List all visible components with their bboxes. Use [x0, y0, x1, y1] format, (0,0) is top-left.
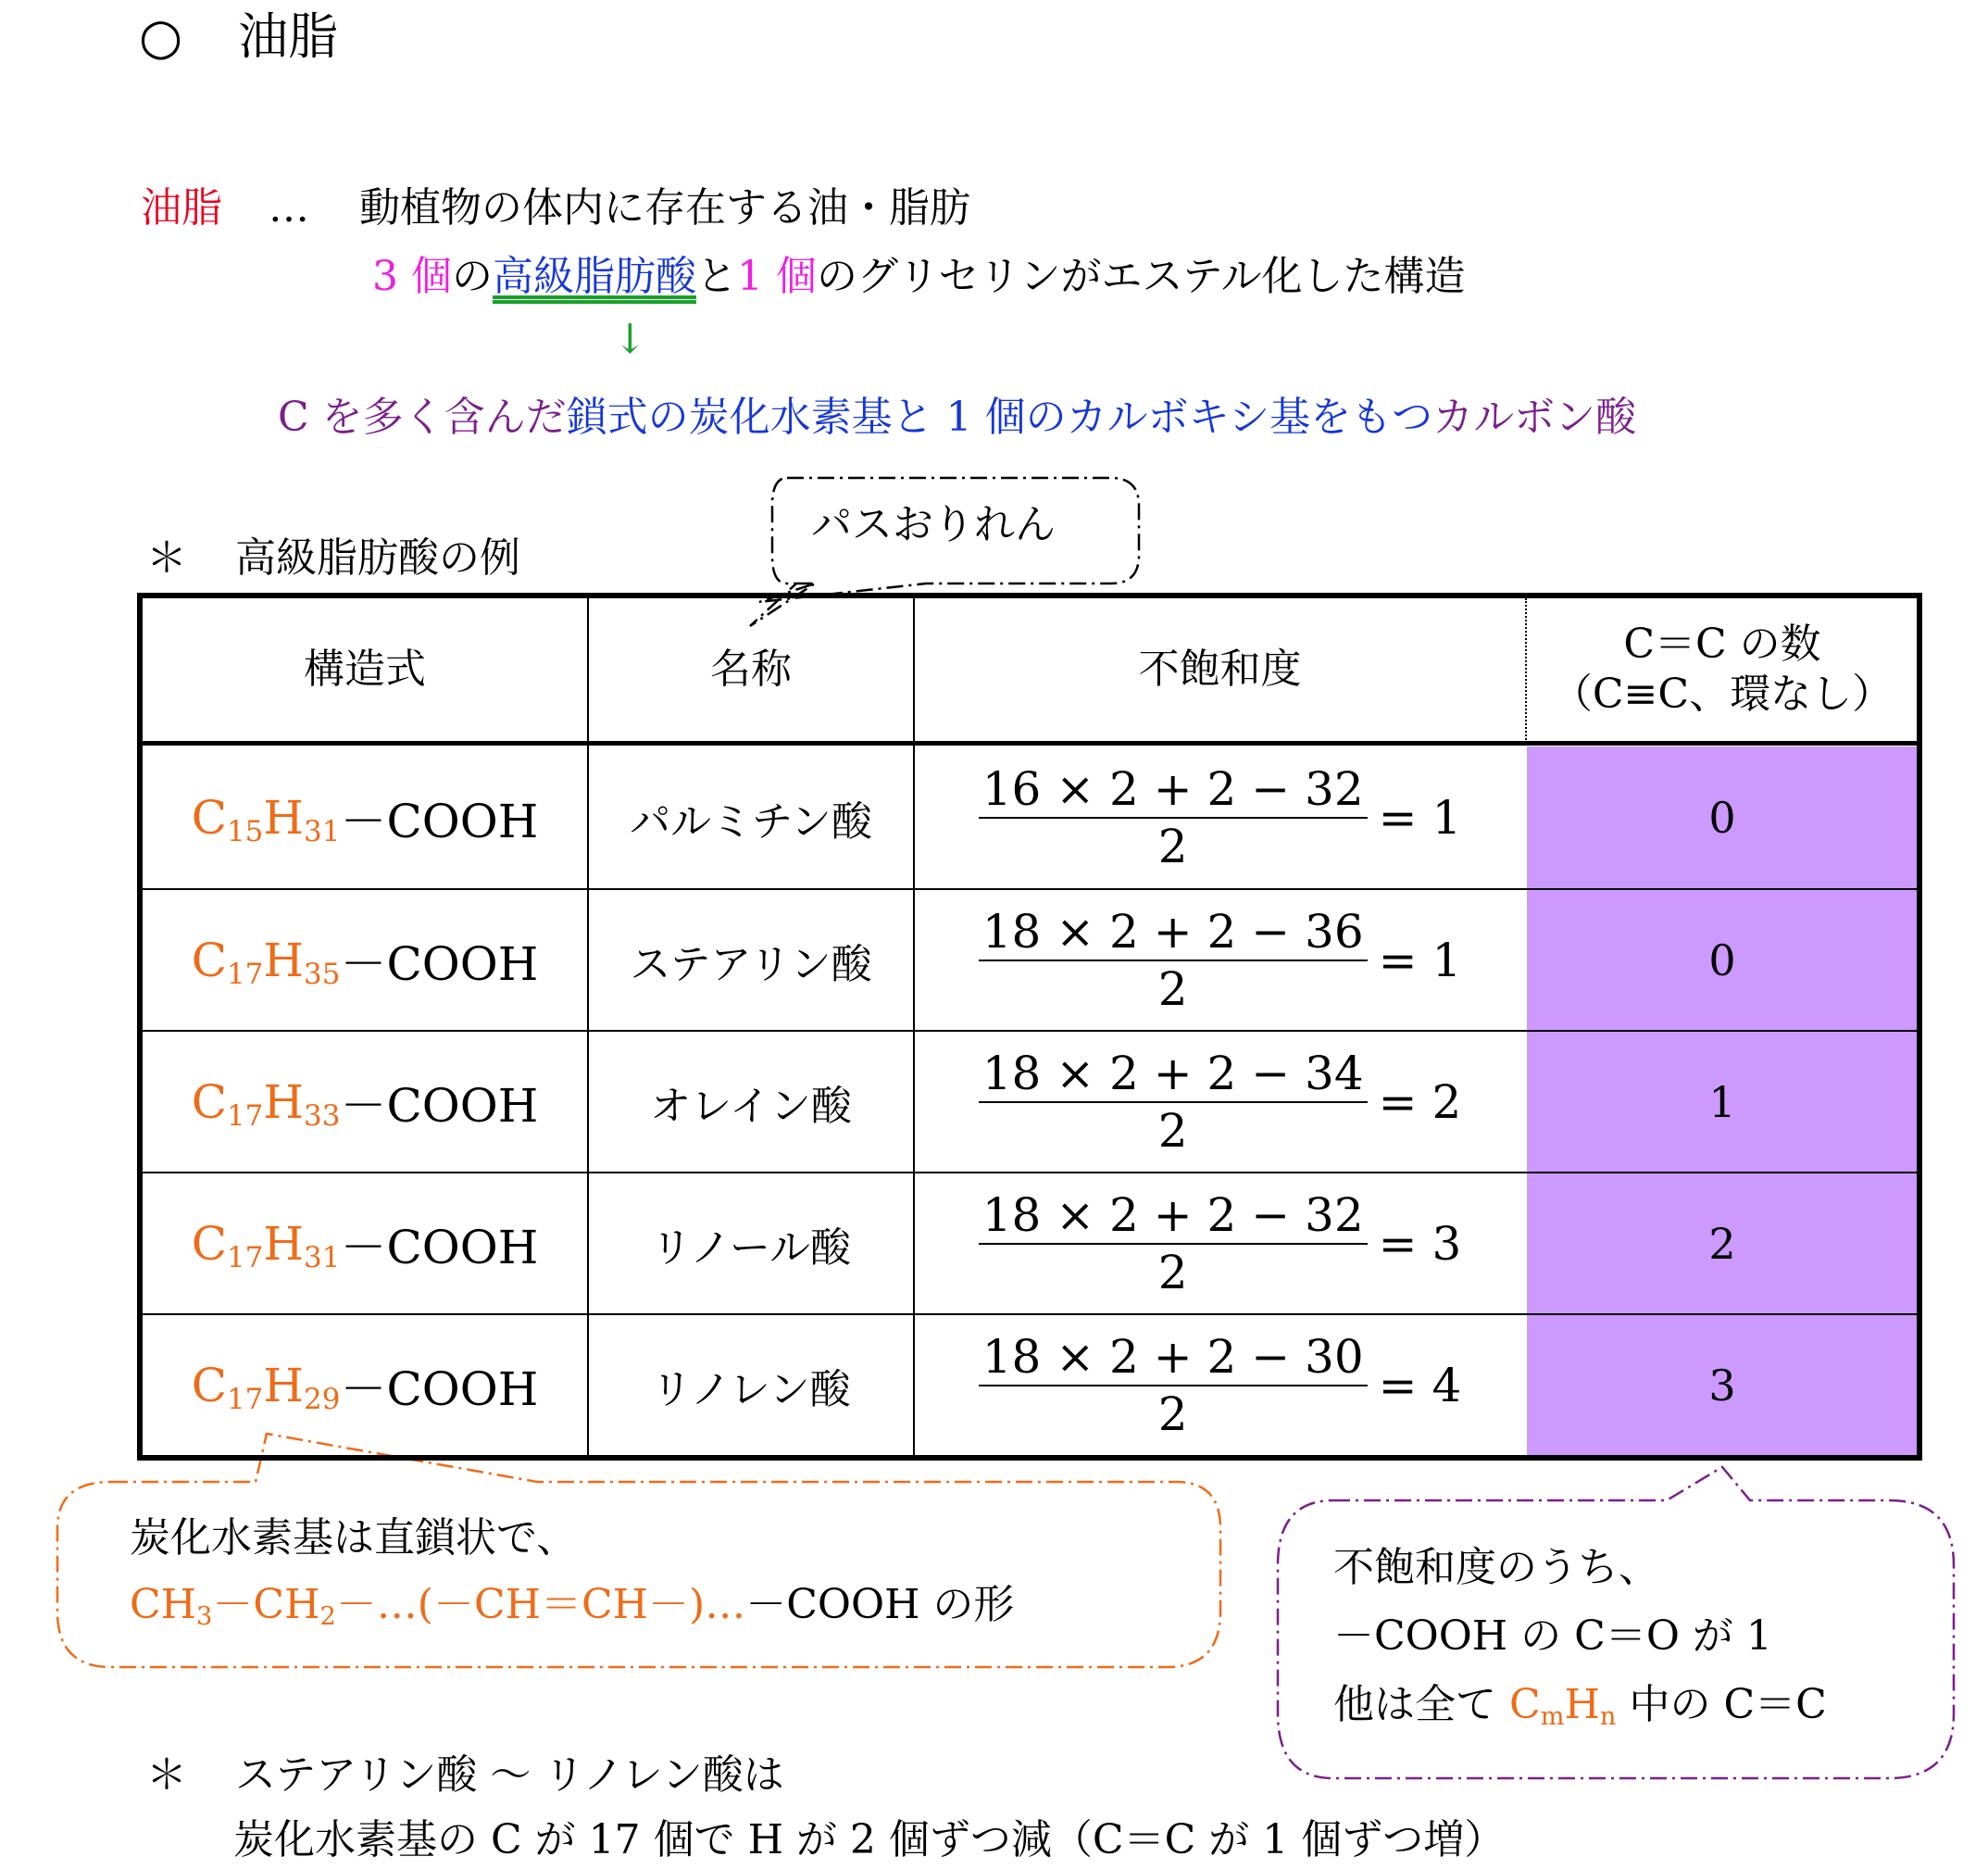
header-formula: 構造式 — [304, 646, 426, 693]
table-row-formula: $C_{17}H_{33}$ －COOH — [191, 1074, 539, 1133]
to-particle: と — [695, 253, 737, 300]
callout-right-line3: 他は全て $C_mH_n$ 中の C＝C — [1333, 1681, 1827, 1731]
header-divider — [137, 741, 1922, 746]
table-row-cc-count: 3 — [1708, 1360, 1736, 1411]
table-row-unsaturation: $\frac{16 \times 2 + 2 - 32}{2}$ = 1 — [915, 746, 1525, 888]
table-row-cc-count: 2 — [1708, 1218, 1736, 1269]
many-carbon-text: C を多く含んだ — [278, 394, 567, 441]
header-cc-count — [1528, 598, 1917, 741]
note-text-1: ステアリン酸 ～ リノレン酸は — [235, 1751, 784, 1799]
note-line1 — [146, 1750, 784, 1800]
down-arrow: ↓ — [613, 316, 647, 363]
note-line2: 炭化水素基の C が 17 個で H が 2 個ずつ減（C＝C が 1 個ずつ増） — [233, 1816, 1506, 1863]
carboxylic-acid-text: カルボン酸 — [1432, 394, 1637, 441]
table-row-formula: $C_{17}H_{31}$ －COOH — [191, 1216, 539, 1274]
table-row-name: リノレン酸 — [651, 1365, 851, 1413]
callout-right-line1: 不飽和度のうち、 — [1333, 1544, 1659, 1591]
note-asterisk: ＊ — [146, 1751, 187, 1799]
chain-hydrocarbon-text: 鎖式の炭化水素基と 1 個のカルボキシ基をもつ — [566, 394, 1433, 441]
callout-right-line2: －COOH の C＝O が 1 — [1333, 1612, 1772, 1660]
header-name: 名称 — [710, 646, 792, 693]
callout-left-line1: 炭化水素基は直鎖状で、 — [130, 1514, 578, 1562]
header-cc-line2: （C≡C、環なし） — [1551, 671, 1894, 718]
table-row-formula: $C_{15}H_{31}$ －COOH — [191, 790, 539, 848]
table-row-name: パルミチン酸 — [630, 797, 872, 846]
chain-formula: $CH_3-CH_2-\dots(-CH=CH-)\dots$ — [130, 1581, 746, 1631]
one-count: 1 個 — [736, 253, 817, 300]
table-row-unsaturation: $\frac{18 \times 2 + 2 - 30}{2}$ = 4 — [915, 1315, 1525, 1455]
ellipsis: … — [269, 184, 309, 232]
cmhn-formula: $C_mH_n$ — [1509, 1681, 1617, 1731]
header-cc-line1: C＝C の数 — [1623, 621, 1821, 668]
term-yushi: 油脂 — [141, 184, 222, 232]
no-particle: の — [451, 253, 493, 300]
col-divider-dotted — [1525, 598, 1527, 743]
table-row-unsaturation: $\frac{18 \times 2 + 2 - 34}{2}$ = 2 — [915, 1032, 1525, 1172]
table-row-unsaturation: $\frac{18 \times 2 + 2 - 36}{2}$ = 1 — [915, 890, 1525, 1030]
callout-left-line2 — [130, 1580, 1014, 1630]
example-heading-text: 高級脂肪酸の例 — [235, 534, 520, 582]
glycerin-text: のグリセリンがエステル化した構造 — [816, 253, 1466, 300]
title-text: 油脂 — [238, 7, 339, 66]
table-row-name: リノール酸 — [650, 1223, 852, 1272]
example-heading — [146, 533, 520, 583]
title-circle-mark: ○ — [139, 7, 183, 66]
table-row-formula: $C_{17}H_{35}$ －COOH — [191, 933, 539, 991]
table-row-formula: $C_{17}H_{29}$ －COOH — [191, 1358, 539, 1416]
table-row-unsaturation: $\frac{18 \times 2 + 2 - 32}{2}$ = 3 — [915, 1173, 1525, 1313]
table-row-cc-count: 1 — [1708, 1076, 1736, 1127]
table-row-name: オレイン酸 — [650, 1082, 852, 1130]
header-unsaturation: 不飽和度 — [1138, 646, 1302, 693]
three-count: 3 個 — [372, 253, 452, 300]
table-row-cc-count: 0 — [1708, 934, 1736, 985]
callout-top-text: パスおりれん — [811, 501, 1056, 548]
table-row-cc-count: 0 — [1708, 792, 1736, 843]
higher-fatty-acid: 高級脂肪酸 — [492, 253, 696, 300]
cooh-form-text: －COOH の形 — [745, 1581, 1015, 1628]
table-row-name: ステアリン酸 — [630, 940, 872, 988]
asterisk-mark: ＊ — [146, 534, 187, 582]
definition-text: 動植物の体内に存在する油・脂肪 — [359, 184, 970, 232]
